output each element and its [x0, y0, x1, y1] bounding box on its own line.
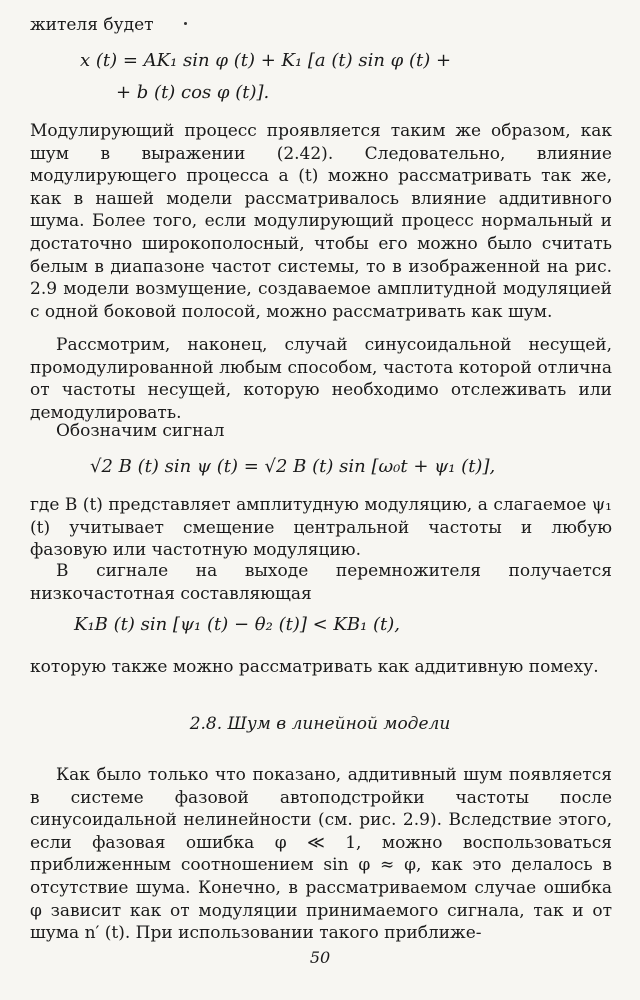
paragraph-additive-noise: которую также можно рассматривать как аддитивную помеху. — [30, 657, 599, 677]
equation-3: K₁B (t) sin [ψ₁ (t) − θ₂ (t)] < KB₁ (t), — [74, 614, 401, 635]
text-fragment-top: жителя будет — [30, 15, 154, 35]
paragraph-multiplier-output: В сигнале на выходе перемножителя получается низкочастотная составляющая — [30, 561, 612, 604]
page-number: 50 — [309, 948, 331, 967]
section-heading: 2.8. Шум в линейной модели — [189, 714, 451, 734]
paragraph-denote-signal: Обозначим сигнал — [56, 421, 225, 441]
equation-2: √2 B (t) sin ψ (t) = √2 B (t) sin [ω₀t + ψ₁ (t)], — [90, 456, 496, 477]
paragraph-where-b: где B (t) представляет амплитудную модуляцию, а слагаемое ψ₁ (t) учитывает смещение центральной частоты и любую фазовую или частотную модуляцию. — [30, 495, 612, 561]
paragraph-modulating-process: Модулирующий процесс проявляется таким же образом, как шум в выражении (2.42). Следовательно, влияние модулирующего процесса a (t) можно рассматривать так же, как в нашей модели рассматривалось влияние аддитивного шума. Более того, если модулирующий процесс нормальный и достаточно широкополосный, чтобы его можно было считать белым в диапазоне частот системы, то в изображенной на рис. 2.9 модели возмущение, создаваемое амплитудной модуляцией с одной боковой полосой, можно рассматривать как шум. — [30, 121, 612, 322]
paragraph-linear-model: Как было только что показано, аддитивный шум появляется в системе фазовой автоподстройки частоты после синусоидальной нелинейности (см. рис. 2.9). Вследствие этого, если фазовая ошибка φ ≪ 1, можно воспользоваться приближенным соотношением sin φ ≈ φ, как это делалось в отсутствие шума. Конечно, в рассматриваемом случае ошибка φ зависит как от модуляции принимаемого сигнала, так и от шума n′ (t). При использовании такого приближе- — [30, 765, 612, 944]
equation-1-line-2: + b (t) cos φ (t)]. — [116, 82, 270, 103]
paragraph-sinusoidal-carrier: Рассмотрим, наконец, случай синусоидальной несущей, промодулированной любым способом, частота которой отлична от частоты несущей, которую необходимо отслеживать или демодулировать. — [30, 335, 612, 423]
equation-1-line-1: x (t) = AK₁ sin φ (t) + K₁ [a (t) sin φ (t) + — [80, 50, 452, 71]
